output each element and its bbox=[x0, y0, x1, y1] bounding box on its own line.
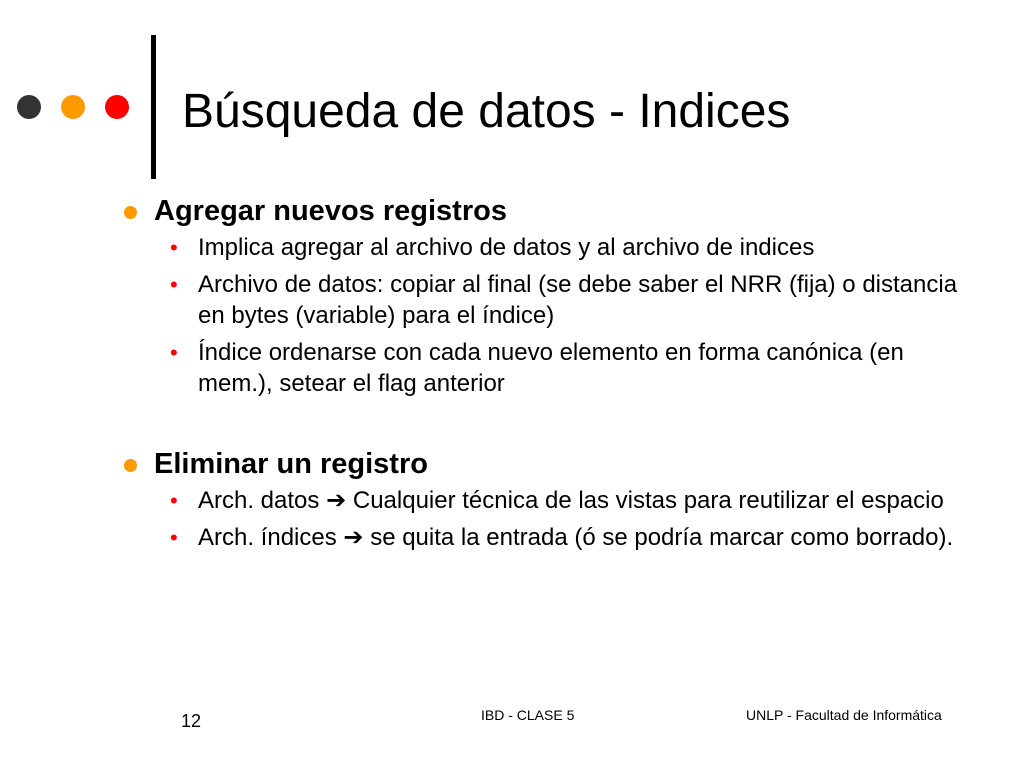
red-bullet-icon: • bbox=[170, 235, 178, 260]
sublist-agregar bbox=[170, 232, 974, 399]
list-item-text-after: Cualquier técnica de las vistas para reutilizar el espacio bbox=[352, 487, 944, 514]
right-arrow-icon: ➔ bbox=[343, 523, 364, 551]
right-arrow-icon: ➔ bbox=[326, 486, 347, 514]
list-item-text: Índice ordenarse con cada nuevo elemento en forma canónica (en mem.), setear el flag anterior bbox=[198, 339, 904, 397]
orange-bullet-icon bbox=[124, 459, 137, 472]
bullet-heading-agregar bbox=[124, 192, 974, 230]
sublist-eliminar bbox=[170, 485, 974, 553]
red-bullet-icon: • bbox=[170, 525, 178, 550]
list-item bbox=[170, 232, 974, 263]
list-item bbox=[170, 269, 974, 331]
list-item-text-before: Arch. datos bbox=[198, 487, 320, 514]
list-item-text-after: se quita la entrada (ó se podría marcar como borrado). bbox=[370, 524, 954, 551]
list-item bbox=[170, 337, 974, 399]
bullet-heading-eliminar bbox=[124, 445, 974, 483]
heading-text: Agregar nuevos registros bbox=[154, 195, 507, 227]
dark-dot-icon bbox=[17, 95, 41, 119]
page-number: 12 bbox=[181, 711, 202, 731]
orange-bullet-icon bbox=[124, 206, 137, 219]
red-bullet-icon: • bbox=[170, 488, 178, 513]
list-item bbox=[170, 485, 974, 516]
red-bullet-icon: • bbox=[170, 272, 178, 297]
list-item-text: Implica agregar al archivo de datos y al archivo de indices bbox=[198, 234, 815, 261]
red-bullet-icon: • bbox=[170, 340, 178, 365]
footer-institution: UNLP - Facultad de Informática bbox=[746, 707, 942, 723]
heading-text: Eliminar un registro bbox=[154, 448, 428, 480]
list-item-text-before: Arch. índices bbox=[198, 524, 337, 551]
orange-dot-icon bbox=[61, 95, 85, 119]
list-item bbox=[170, 522, 974, 553]
list-item-text: Archivo de datos: copiar al final (se debe saber el NRR (fija) o distancia en bytes (variable) para el índice) bbox=[198, 271, 958, 329]
slide-title: Búsqueda de datos - Indices bbox=[182, 85, 791, 138]
red-dot-icon bbox=[105, 95, 129, 119]
title-divider bbox=[151, 35, 156, 179]
footer-course: IBD - CLASE 5 bbox=[481, 707, 575, 723]
slide-content bbox=[124, 192, 974, 559]
